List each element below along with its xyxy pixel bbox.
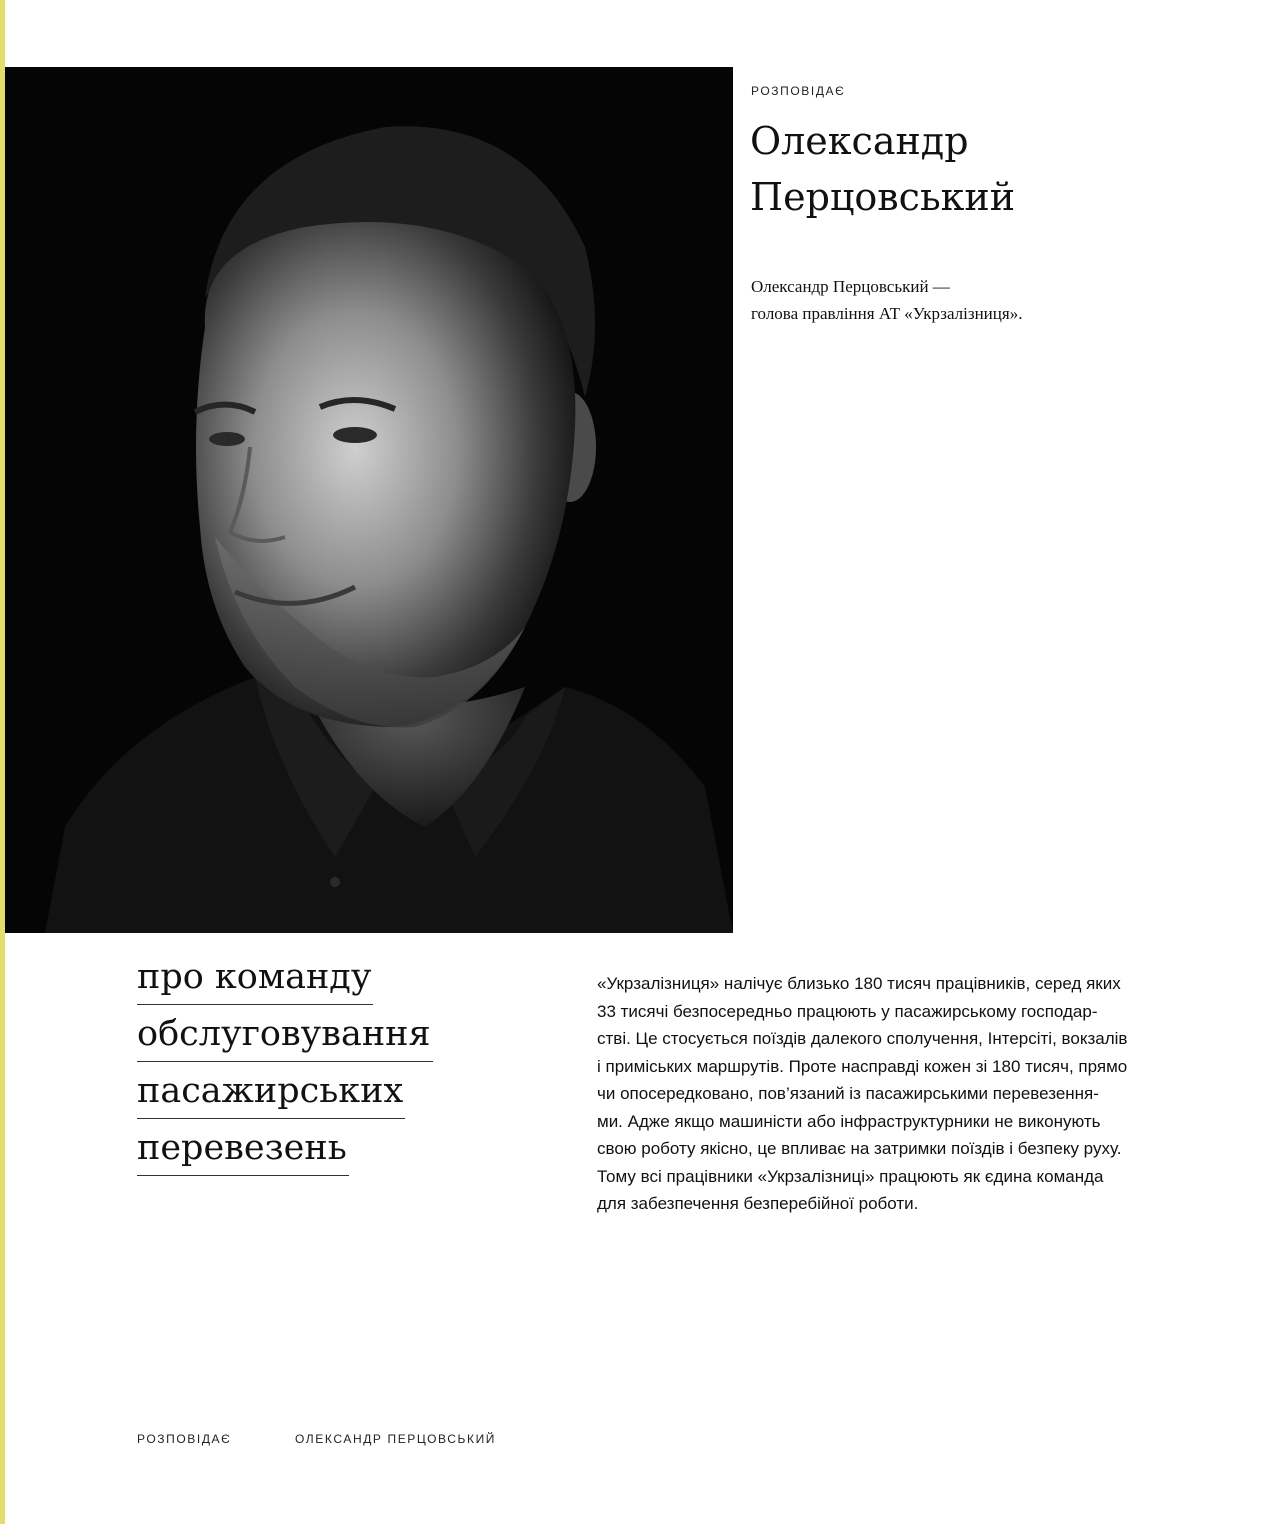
- headline-line: перевезень: [137, 1121, 349, 1176]
- headline-line: пасажирських: [137, 1064, 405, 1119]
- body-line: і приміських маршрутів. Проте насправді кожен зі 180 тисяч, прямо: [597, 1056, 1128, 1076]
- speaker-bio: [751, 273, 1231, 327]
- body-line: «Укрзалізниця» налічує близько 180 тисяч працівників, серед яких: [597, 974, 1121, 993]
- bio-line: Олександр Перцовський —: [751, 277, 950, 296]
- speaker-name: [750, 113, 1250, 225]
- headline-line: про команду: [137, 950, 373, 1005]
- headline-line: обслуговування: [137, 1007, 433, 1062]
- body-line: для забезпечення безперебійної роботи.: [597, 1194, 919, 1213]
- body-line: свою роботу якісно, це впливає на затримки поїздів і безпеку руху.: [597, 1139, 1122, 1158]
- portrait-illustration: [5, 67, 733, 933]
- body-line: чи опосередковано, пов’язаний із пасажирськими перевезення-: [597, 1084, 1099, 1103]
- footer-speaker-name: ОЛЕКСАНДР ПЕРЦОВСЬКИЙ: [295, 1432, 497, 1446]
- body-paragraph: [597, 970, 1197, 1218]
- portrait-photo: [5, 67, 733, 933]
- body-line: стві. Це стосується поїздів далекого сполучення, Інтерсіті, вокзалів: [597, 1029, 1128, 1048]
- bio-line: голова правління АТ «Укрзалізниця».: [751, 304, 1023, 323]
- body-line: 33 тисячі безпосередньо працюють у пасажирському господар-: [597, 1001, 1098, 1021]
- section-headline: [137, 950, 433, 1178]
- speaker-name-line2: Перцовський: [750, 175, 1016, 219]
- body-line: ми. Адже якщо машиністи або інфраструктурники не виконують: [597, 1111, 1101, 1131]
- speaker-name-line1: Олександр: [750, 119, 969, 163]
- speaker-overline: РОЗПОВІДАЄ: [751, 84, 846, 98]
- footer-label: РОЗПОВІДАЄ: [137, 1432, 232, 1446]
- body-line: Тому всі працівники «Укрзалізниці» працюють як єдина команда: [597, 1166, 1104, 1186]
